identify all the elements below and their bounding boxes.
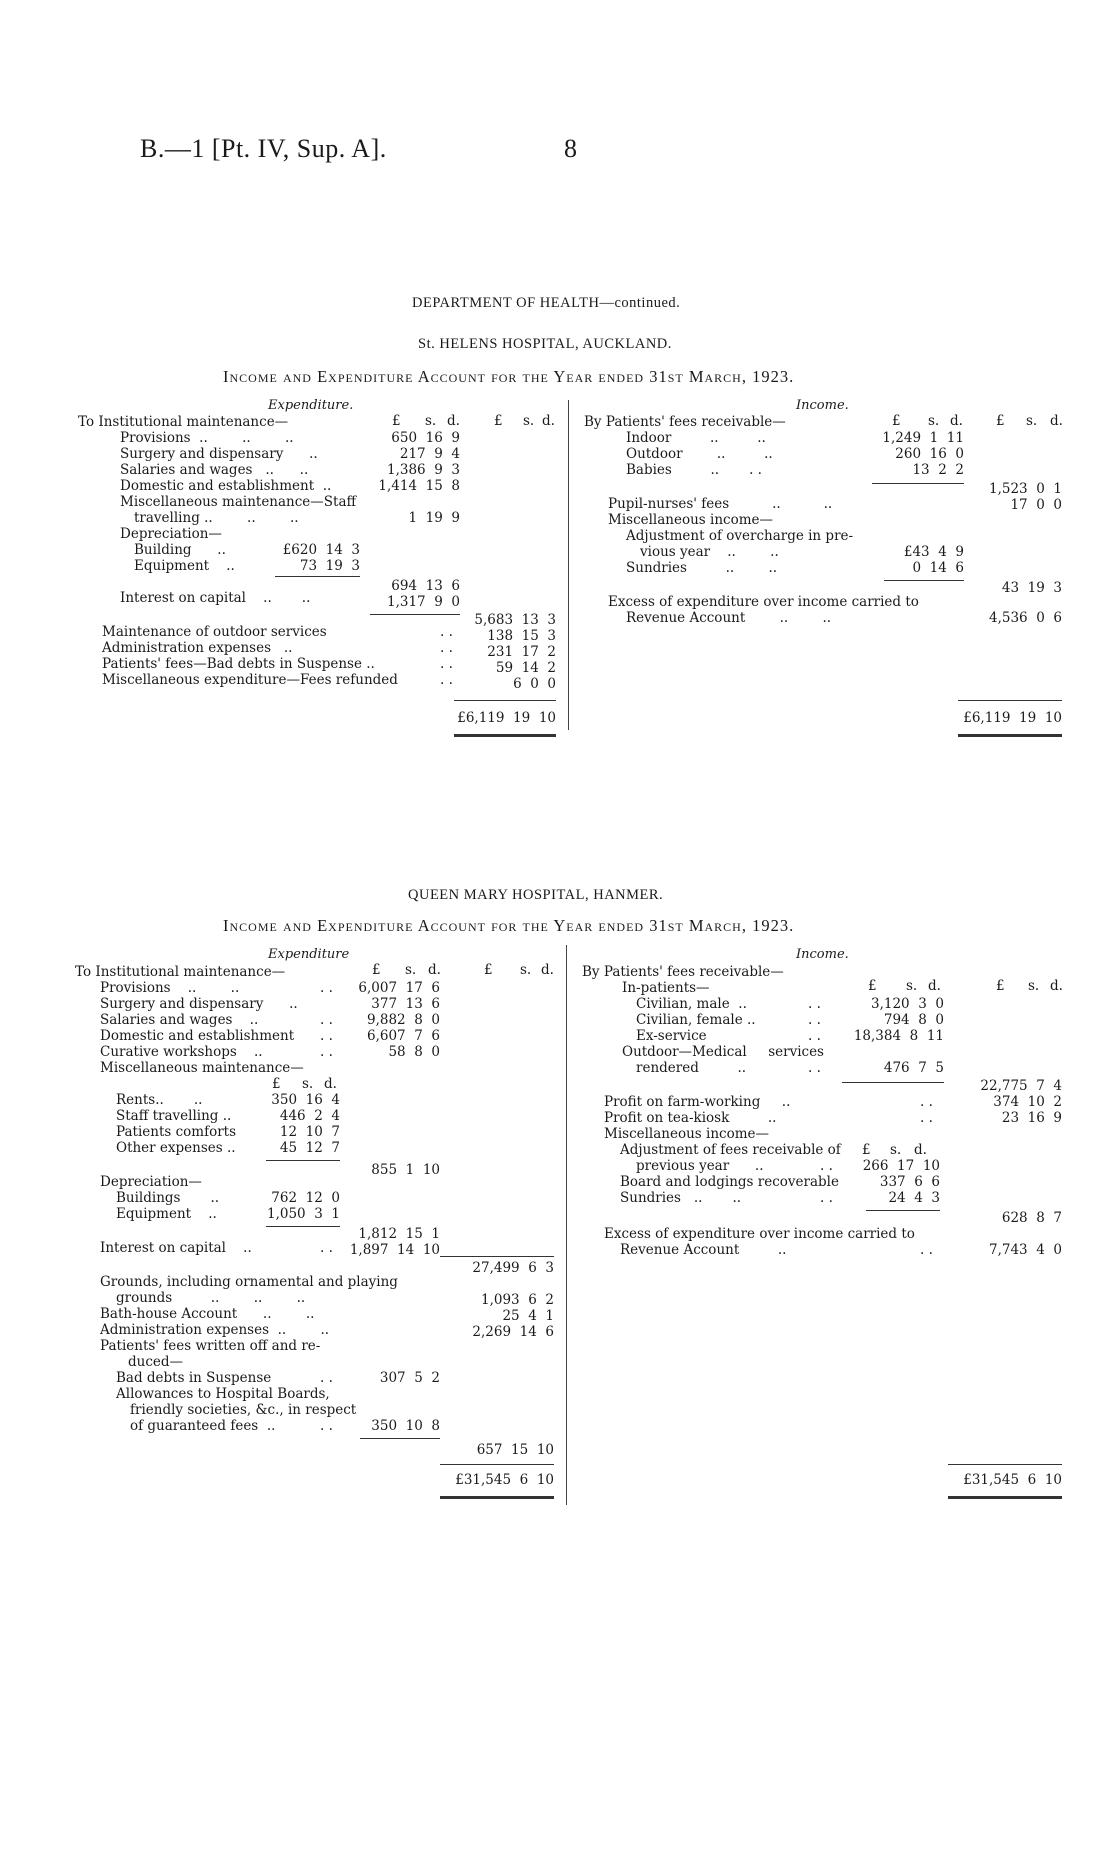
double-rule [948, 1496, 1062, 1499]
exp-line: Patients' fees written off and re- [100, 1338, 321, 1354]
amount: 350 16 4 [271, 1092, 340, 1108]
amount: 58 8 0 [388, 1044, 440, 1060]
exp-line: Staff travelling .. [116, 1108, 232, 1124]
col-head: d. [447, 413, 460, 429]
exp-line: Miscellaneous maintenance— [100, 1060, 304, 1076]
exp-line: Domestic and establishment [100, 1028, 295, 1044]
amount: 217 9 4 [399, 446, 460, 462]
rule [440, 1256, 554, 1257]
rule [884, 580, 964, 581]
leader-dots: . . [320, 1370, 333, 1386]
inc-line: Civilian, female .. [636, 1012, 756, 1028]
col-head: £ [892, 413, 901, 429]
col-head: £ [868, 978, 877, 994]
rule [440, 1464, 554, 1465]
double-rule [958, 734, 1062, 737]
amount: 25 4 1 [502, 1308, 554, 1324]
col-head: £ [494, 413, 503, 429]
exp-line: Other expenses .. [116, 1140, 236, 1156]
rule [275, 576, 360, 577]
col-head: £ [392, 413, 401, 429]
rule [948, 1464, 1062, 1465]
leader-dots: . . [440, 672, 453, 688]
amount: 23 16 9 [1001, 1110, 1062, 1126]
col-head: £ [272, 1076, 281, 1092]
col-head: s. [405, 962, 417, 978]
exp-line: of guaranteed fees .. [130, 1418, 276, 1434]
inc-line: In-patients— [622, 980, 710, 996]
exp-line: Rents.. .. [116, 1092, 203, 1108]
inc-line: Indoor .. .. [626, 430, 766, 446]
st-helens-divider [568, 400, 569, 730]
amount: 657 15 10 [476, 1442, 554, 1458]
queen-mary-expenditure-head: Expenditure [268, 947, 350, 962]
st-helens-income-head: Income. [796, 398, 849, 413]
leader-dots: . . [440, 624, 453, 640]
inc-line: By Patients' fees receivable— [582, 964, 784, 980]
st-helens-title: St. HELENS HOSPITAL, AUCKLAND. [418, 336, 672, 352]
exp-line: Provisions .. .. .. [120, 430, 294, 446]
rule [266, 1226, 340, 1227]
col-head: d. [1050, 978, 1063, 994]
col-head: d. [324, 1076, 337, 1092]
exp-line: Interest on capital .. .. [120, 590, 311, 606]
amount: 446 2 4 [279, 1108, 340, 1124]
exp-line: Salaries and wages .. [100, 1012, 259, 1028]
double-rule [440, 1496, 554, 1499]
inc-line: Excess of expenditure over income carried to [604, 1226, 915, 1242]
amount: £620 14 3 [282, 542, 360, 558]
queen-mary-divider [566, 945, 567, 1505]
amount: 377 13 6 [371, 996, 440, 1012]
amount: 6,007 17 6 [358, 980, 440, 996]
col-head: d. [1050, 413, 1063, 429]
amount: 1,249 1 11 [882, 430, 964, 446]
leader-dots: . . [820, 1190, 833, 1206]
leader-dots: . . [320, 1418, 333, 1434]
leader-dots: . . [808, 1028, 821, 1044]
amount: 762 12 0 [271, 1190, 340, 1206]
inc-line: Adjustment of fees receivable of [620, 1142, 841, 1158]
exp-line: Grounds, including ornamental and playing [100, 1274, 398, 1290]
inc-line: Babies .. . . [626, 462, 762, 478]
inc-line: Outdoor .. .. [626, 446, 773, 462]
leader-dots: . . [808, 1012, 821, 1028]
inc-line: Profit on farm-working .. [604, 1094, 791, 1110]
exp-line: Patients' fees—Bad debts in Suspense .. [102, 656, 375, 672]
inc-line: Excess of expenditure over income carried to [608, 594, 919, 610]
amount: 1,812 15 1 [358, 1226, 440, 1242]
exp-line: Bath-house Account .. .. [100, 1306, 315, 1322]
inc-line: Profit on tea-kiosk .. [604, 1110, 777, 1126]
amount: 12 10 7 [279, 1124, 340, 1140]
leader-dots: . . [320, 980, 333, 996]
amount: 1,897 14 10 [349, 1242, 440, 1258]
leader-dots: . . [920, 1242, 933, 1258]
amount: 374 10 2 [993, 1094, 1062, 1110]
rule [360, 1438, 440, 1439]
amount: 138 15 3 [487, 628, 556, 644]
col-head: £ [372, 962, 381, 978]
col-head: s. [520, 962, 532, 978]
amount: 3,120 3 0 [871, 996, 944, 1012]
exp-line: Depreciation— [100, 1174, 202, 1190]
amount: 2,269 14 6 [472, 1324, 554, 1340]
exp-line: To Institutional maintenance— [75, 964, 286, 980]
col-head: d. [928, 978, 941, 994]
amount: 45 12 7 [279, 1140, 340, 1156]
amount: 22,775 7 4 [980, 1078, 1062, 1094]
amount: 794 8 0 [883, 1012, 944, 1028]
col-head: d. [950, 413, 963, 429]
page-number: 8 [564, 134, 578, 163]
amount: 0 14 6 [912, 560, 964, 576]
col-head: s. [425, 413, 437, 429]
amount: 628 8 7 [1001, 1210, 1062, 1226]
exp-line: Domestic and establishment .. [120, 478, 332, 494]
amount: 1 19 9 [408, 510, 460, 526]
col-head: £ [996, 413, 1005, 429]
queen-mary-title: QUEEN MARY HOSPITAL, HANMER. [408, 887, 664, 903]
exp-line: Miscellaneous expenditure—Fees refunded [102, 672, 398, 688]
inc-line: Pupil-nurses' fees .. .. [608, 496, 833, 512]
amount: 1,317 9 0 [387, 594, 460, 610]
leader-dots: . . [440, 656, 453, 672]
leader-dots: . . [320, 1028, 333, 1044]
col-head: £ [484, 962, 493, 978]
amount: 350 10 8 [371, 1418, 440, 1434]
exp-line: Patients comforts [116, 1124, 237, 1140]
col-head: s. [1026, 413, 1038, 429]
amount: 73 19 3 [299, 558, 360, 574]
department-title: DEPARTMENT OF HEALTH—continued. [412, 295, 681, 311]
amount: 1,414 15 8 [378, 478, 460, 494]
inc-line: Board and lodgings recoverable [620, 1174, 839, 1190]
exp-line: To Institutional maintenance— [78, 414, 289, 430]
amount: 260 16 0 [895, 446, 964, 462]
st-helens-subtitle: Income and Expenditure Account for the Year ended 31st March, 1923. [223, 367, 795, 386]
exp-line: Equipment .. [134, 558, 235, 574]
col-head: s. [906, 978, 918, 994]
income-total: £6,119 19 10 [963, 710, 1062, 726]
exp-line: friendly societies, &c., in respect [130, 1402, 357, 1418]
amount: 4,536 0 6 [989, 610, 1062, 626]
exp-line: Curative workshops .. [100, 1044, 263, 1060]
queen-mary-subtitle: Income and Expenditure Account for the Year ended 31st March, 1923. [223, 916, 795, 935]
exp-line: Maintenance of outdoor services [102, 624, 327, 640]
exp-line: Administration expenses .. .. [100, 1322, 330, 1338]
amount: 266 17 10 [862, 1158, 940, 1174]
income-total: £31,545 6 10 [963, 1472, 1062, 1488]
inc-line: Miscellaneous income— [608, 512, 774, 528]
amount: 1,523 0 1 [989, 481, 1062, 497]
inc-line: Revenue Account .. .. [626, 610, 832, 626]
col-head: s. [890, 1142, 902, 1158]
inc-line: vious year .. .. [640, 544, 779, 560]
inc-line: By Patients' fees receivable— [584, 414, 786, 430]
leader-dots: . . [820, 1158, 833, 1174]
inc-line: previous year .. [636, 1158, 764, 1174]
amount: 694 13 6 [391, 578, 460, 594]
amount: 43 19 3 [1001, 580, 1062, 596]
col-head: s. [523, 413, 535, 429]
exp-line: Miscellaneous maintenance—Staff [120, 494, 357, 510]
exp-line: Buildings .. [116, 1190, 220, 1206]
exp-line: Depreciation— [120, 526, 222, 542]
inc-line: Revenue Account .. [620, 1242, 787, 1258]
rule [958, 700, 1062, 701]
amount: 7,743 4 0 [989, 1242, 1062, 1258]
col-head: d. [542, 413, 555, 429]
inc-line: rendered .. [636, 1060, 747, 1076]
exp-line: Surgery and dispensary .. [100, 996, 298, 1012]
leader-dots: . . [808, 1060, 821, 1076]
leader-dots: . . [920, 1094, 933, 1110]
amount: 1,386 9 3 [387, 462, 460, 478]
amount: 855 1 10 [371, 1162, 440, 1178]
inc-line: Miscellaneous income— [604, 1126, 770, 1142]
amount: 59 14 2 [495, 660, 556, 676]
leader-dots: . . [320, 1012, 333, 1028]
col-head: d. [914, 1142, 927, 1158]
col-head: d. [428, 962, 441, 978]
expenditure-total: £31,545 6 10 [455, 1472, 554, 1488]
inc-line: Sundries .. .. [626, 560, 778, 576]
exp-line: Equipment .. [116, 1206, 217, 1222]
inc-line: Ex-service [636, 1028, 707, 1044]
expenditure-total: £6,119 19 10 [457, 710, 556, 726]
exp-line: travelling .. .. .. [134, 510, 299, 526]
rule [454, 700, 556, 701]
leader-dots: . . [320, 1240, 333, 1256]
amount: 307 5 2 [379, 1370, 440, 1386]
amount: 337 6 6 [879, 1174, 940, 1190]
queen-mary-income-head: Income. [796, 947, 849, 962]
amount: 13 2 2 [912, 462, 964, 478]
exp-line: Salaries and wages .. .. [120, 462, 309, 478]
double-rule [454, 734, 556, 737]
leader-dots: . . [920, 1110, 933, 1126]
amount: 1,093 6 2 [481, 1292, 554, 1308]
inc-line: Civilian, male .. [636, 996, 747, 1012]
exp-line: Surgery and dispensary .. [120, 446, 318, 462]
exp-line: Administration expenses .. [102, 640, 293, 656]
amount: 17 0 0 [1010, 497, 1062, 513]
page-header: B.—1 [Pt. IV, Sup. A]. [140, 134, 387, 163]
rule [866, 1210, 940, 1211]
amount: 27,499 6 3 [472, 1260, 554, 1276]
col-head: £ [862, 1142, 871, 1158]
col-head: £ [996, 978, 1005, 994]
amount: £43 4 9 [903, 544, 964, 560]
col-head: s. [1028, 978, 1040, 994]
inc-line: Adjustment of overcharge in pre- [626, 528, 854, 544]
amount: 476 7 5 [883, 1060, 944, 1076]
exp-line: duced— [128, 1354, 184, 1370]
rule [842, 1082, 944, 1083]
amount: 1,050 3 1 [267, 1206, 340, 1222]
exp-line: Allowances to Hospital Boards, [116, 1386, 330, 1402]
inc-line: Sundries .. .. [620, 1190, 742, 1206]
exp-line: Interest on capital .. [100, 1240, 252, 1256]
leader-dots: . . [320, 1044, 333, 1060]
exp-line: Provisions .. .. [100, 980, 240, 996]
col-head: s. [302, 1076, 314, 1092]
rule [266, 1160, 340, 1161]
exp-line: Bad debts in Suspense [116, 1370, 272, 1386]
leader-dots: . . [440, 640, 453, 656]
exp-line: Building .. [134, 542, 226, 558]
amount: 18,384 8 11 [853, 1028, 944, 1044]
amount: 6,607 7 6 [367, 1028, 440, 1044]
amount: 6 0 0 [513, 676, 556, 692]
leader-dots: . . [808, 996, 821, 1012]
amount: 24 4 3 [888, 1190, 940, 1206]
exp-line: grounds .. .. .. [116, 1290, 306, 1306]
amount: 650 16 9 [391, 430, 460, 446]
inc-line: Outdoor—Medical services [622, 1044, 824, 1060]
st-helens-expenditure-head: Expenditure. [268, 398, 354, 413]
amount: 5,683 13 3 [474, 612, 556, 628]
col-head: d. [541, 962, 554, 978]
col-head: s. [928, 413, 940, 429]
amount: 9,882 8 0 [367, 1012, 440, 1028]
amount: 231 17 2 [487, 644, 556, 660]
